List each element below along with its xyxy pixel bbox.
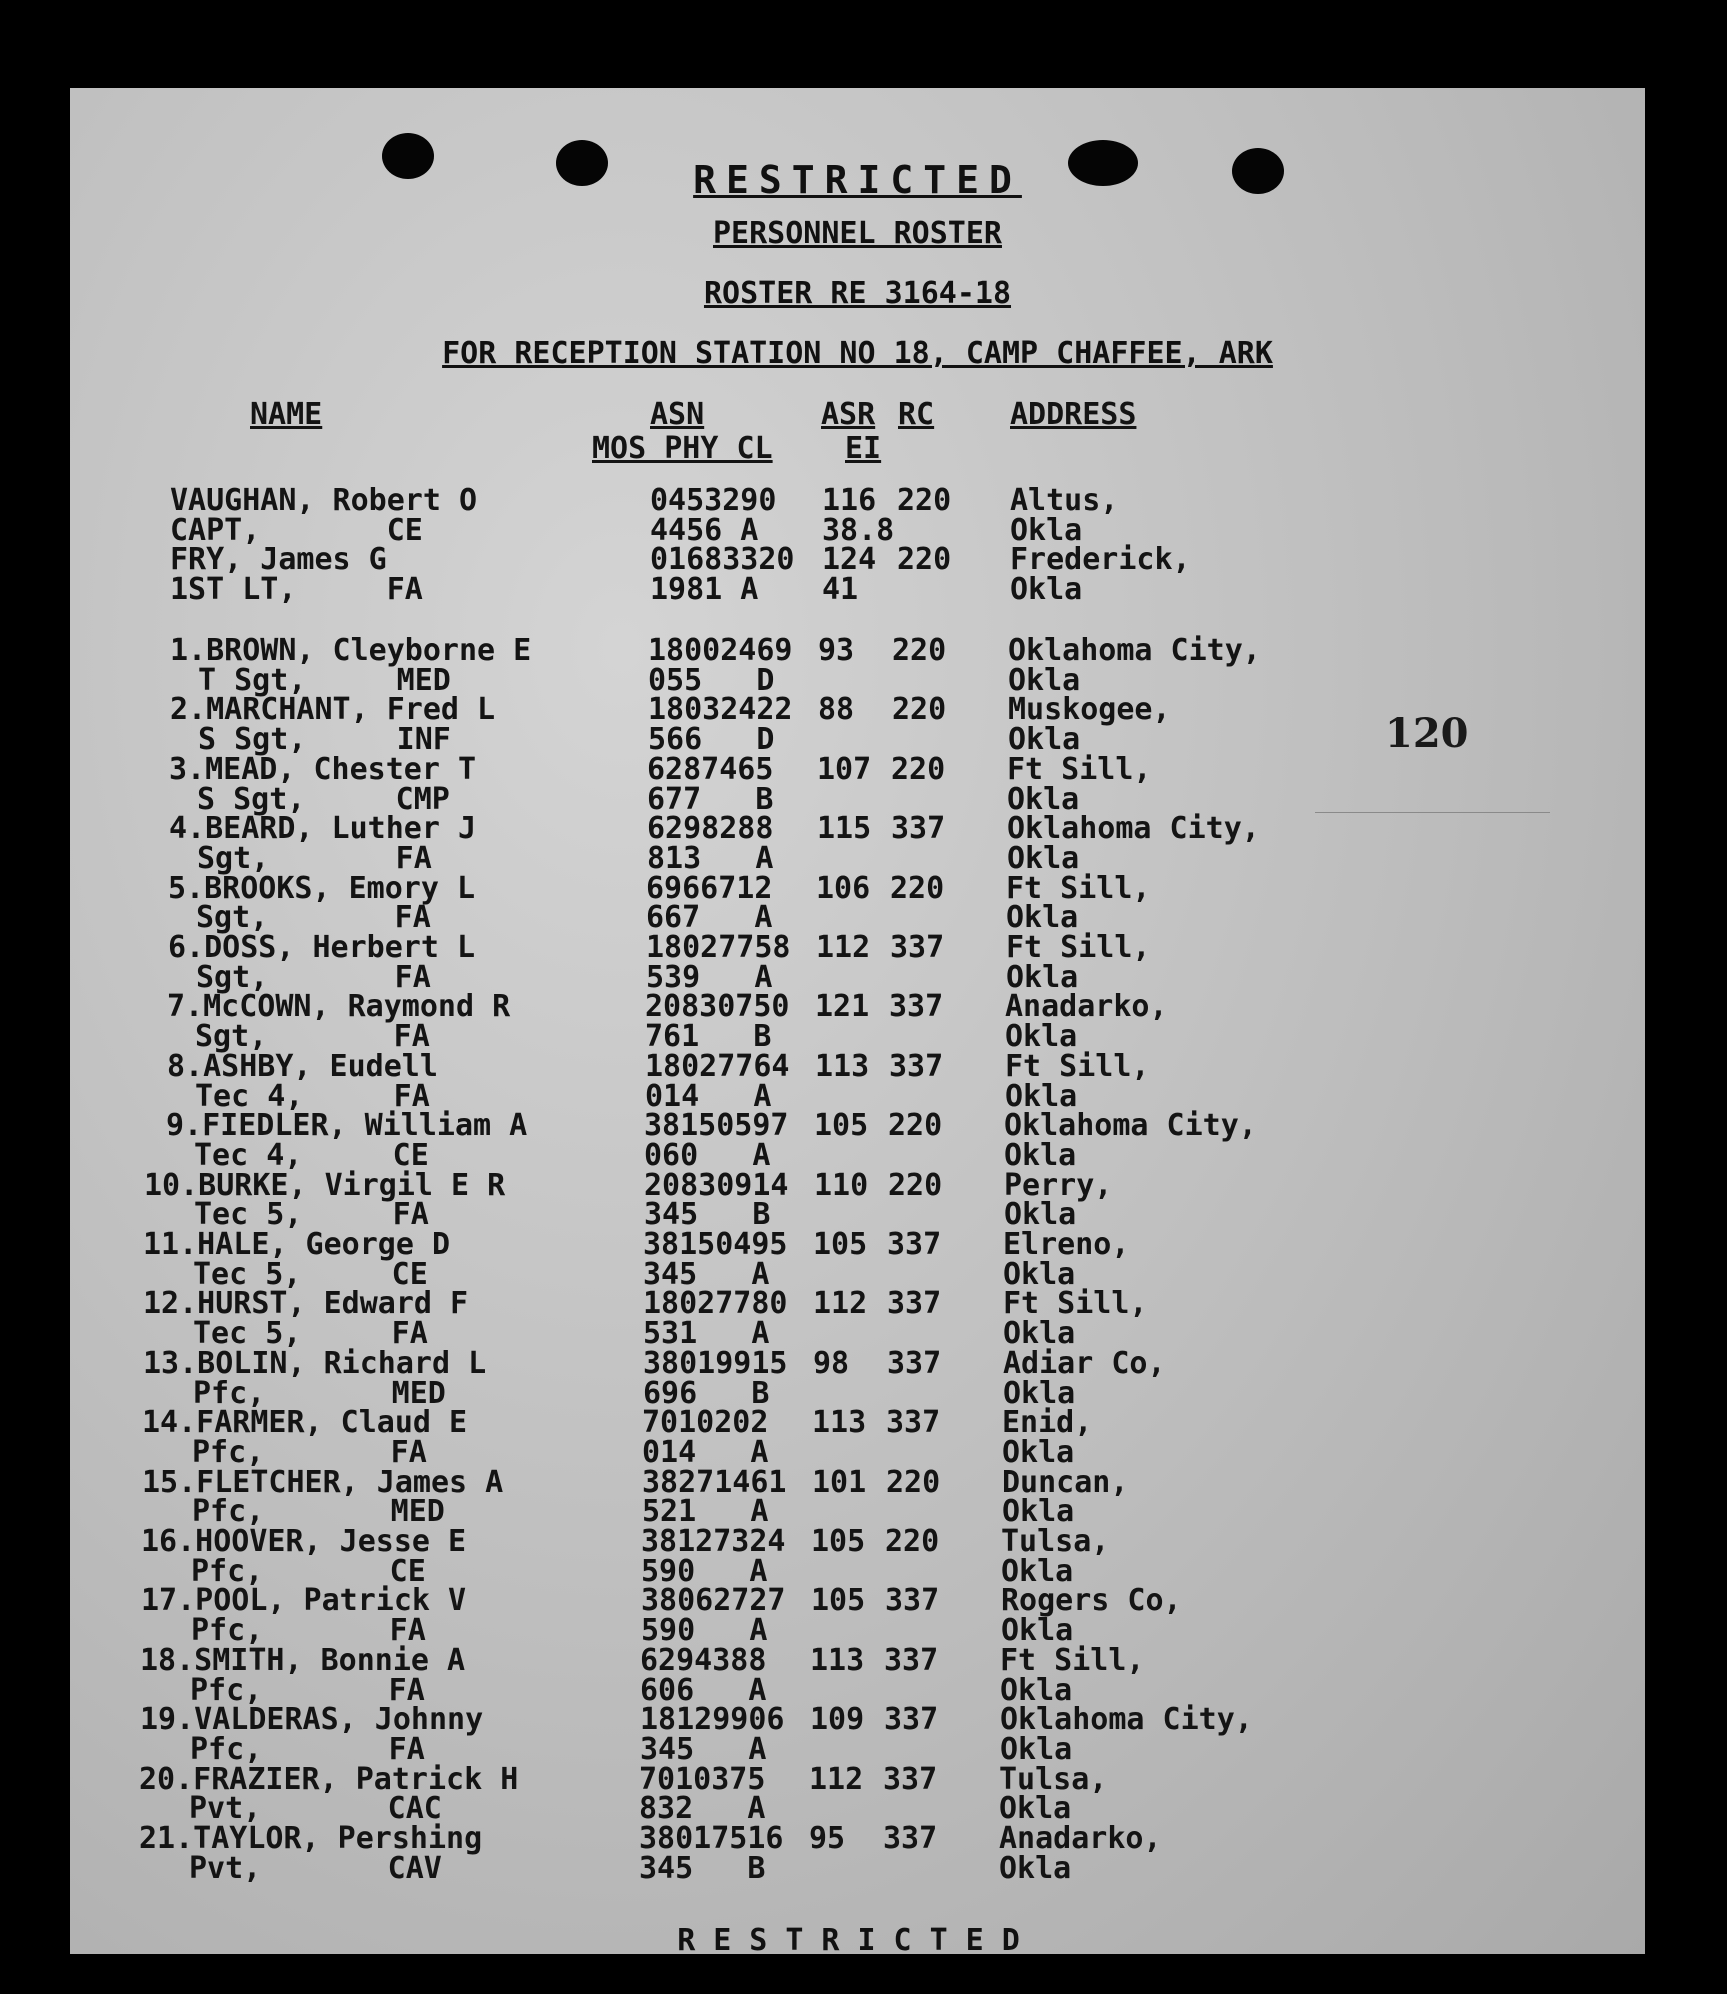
asr-value: 88 bbox=[818, 692, 855, 728]
roster-title: PERSONNEL ROSTER bbox=[713, 216, 1002, 251]
enlisted-name: 1.BROWN, Cleyborne E bbox=[170, 633, 532, 668]
rc-value: 220 bbox=[888, 1167, 943, 1203]
rc-value: 337 bbox=[883, 1761, 938, 1797]
address-city: Frederick, bbox=[1010, 542, 1191, 578]
asr-value: 112 bbox=[816, 930, 871, 965]
address-state: Okla bbox=[1005, 1078, 1078, 1114]
mos-phy-value: 761 B bbox=[645, 1019, 772, 1055]
enlisted-name: 20.FRAZIER, Patrick H bbox=[139, 1761, 519, 1797]
divider bbox=[1315, 812, 1550, 813]
column-address: ADDRESS bbox=[1010, 397, 1137, 432]
rc-value: 337 bbox=[884, 1702, 939, 1738]
enlisted-name: 11.HALE, George D bbox=[143, 1227, 451, 1262]
address-state: Okla bbox=[999, 1850, 1072, 1886]
mos-phy-value: 813 A bbox=[647, 840, 774, 876]
mos-phy-value: 345 B bbox=[644, 1197, 771, 1233]
address-city: Ft Sill, bbox=[1005, 1048, 1150, 1084]
asn-value: 20830914 bbox=[644, 1167, 789, 1203]
address-state: Okla bbox=[1008, 662, 1081, 698]
address-state: Okla bbox=[1007, 840, 1080, 876]
address-city: Elreno, bbox=[1003, 1227, 1130, 1262]
rc-value: 337 bbox=[891, 811, 946, 847]
address-city: Ft Sill, bbox=[1006, 930, 1151, 965]
mos-phy-value: 1981 A bbox=[650, 572, 759, 608]
asn-value: 18129906 bbox=[640, 1702, 785, 1738]
address-state: Okla bbox=[1004, 1137, 1077, 1173]
enlisted-rank-branch: Sgt, FA bbox=[196, 959, 431, 995]
rc-value: 337 bbox=[890, 930, 945, 965]
column-ei: EI bbox=[845, 431, 882, 466]
address-city: Enid, bbox=[1002, 1405, 1093, 1441]
asn-value: 38019915 bbox=[643, 1345, 788, 1381]
asr-value: 98 bbox=[813, 1345, 850, 1381]
address-state: Okla bbox=[1004, 1197, 1077, 1233]
asr-value: 113 bbox=[810, 1642, 865, 1678]
enlisted-rank-branch: Tec 4, FA bbox=[195, 1078, 430, 1114]
address-state: Okla bbox=[1002, 1434, 1075, 1470]
asr-value: 106 bbox=[816, 870, 871, 906]
enlisted-name: 17.POOL, Patrick V bbox=[141, 1583, 467, 1619]
address-state: Okla bbox=[1007, 781, 1080, 817]
enlisted-rank-branch: Sgt, FA bbox=[197, 840, 432, 876]
station-heading: FOR RECEPTION STATION NO 18, CAMP CHAFFEE, ARK bbox=[442, 336, 1273, 371]
enlisted-name: 16.HOOVER, Jesse E bbox=[141, 1524, 467, 1559]
address-state: Okla bbox=[1001, 1613, 1074, 1649]
address-state: Okla bbox=[1003, 1316, 1076, 1352]
address-city: Oklahoma City, bbox=[1000, 1702, 1253, 1738]
rc-value: 220 bbox=[891, 751, 946, 787]
enlisted-rank-branch: Pfc, MED bbox=[192, 1494, 445, 1530]
enlisted-rank-branch: S Sgt, INF bbox=[198, 722, 451, 758]
enlisted-rank-branch: Pfc, MED bbox=[193, 1375, 446, 1411]
enlisted-name: 4.BEARD, Luther J bbox=[169, 811, 477, 847]
address-city: Ft Sill, bbox=[1000, 1642, 1145, 1678]
rc-value: 220 bbox=[886, 1464, 941, 1500]
enlisted-name: 7.McCOWN, Raymond R bbox=[167, 989, 511, 1025]
asn-value: 18002469 bbox=[648, 633, 793, 668]
enlisted-rank-branch: Pfc, FA bbox=[190, 1672, 425, 1708]
address-city: Oklahoma City, bbox=[1008, 633, 1261, 668]
mos-phy-value: 677 B bbox=[647, 781, 774, 817]
rc-value: 337 bbox=[887, 1345, 942, 1381]
enlisted-rank-branch: S Sgt, CMP bbox=[197, 781, 450, 817]
asn-value: 01683320 bbox=[650, 542, 795, 578]
asr-value: 113 bbox=[812, 1405, 867, 1441]
rc-value: 337 bbox=[886, 1405, 941, 1441]
enlisted-rank-branch: Pfc, CE bbox=[191, 1553, 426, 1589]
asn-value: 38150495 bbox=[643, 1227, 788, 1262]
mos-phy-value: 832 A bbox=[639, 1791, 766, 1827]
address-city: Rogers Co, bbox=[1001, 1583, 1182, 1619]
mos-phy-value: 345 B bbox=[639, 1850, 766, 1886]
rc-value: 220 bbox=[892, 633, 947, 668]
asn-value: 18032422 bbox=[648, 692, 793, 728]
column-mos-phy-cl: MOS PHY CL bbox=[592, 431, 773, 466]
address-state: Okla bbox=[1008, 722, 1081, 758]
enlisted-name: 10.BURKE, Virgil E R bbox=[144, 1167, 506, 1203]
address-city: Perry, bbox=[1004, 1167, 1113, 1203]
address-city: Ft Sill, bbox=[1006, 870, 1151, 906]
asr-value: 115 bbox=[817, 811, 872, 847]
rc-value: 220 bbox=[897, 542, 952, 578]
enlisted-name: 18.SMITH, Bonnie A bbox=[140, 1642, 466, 1678]
address-city: Oklahoma City, bbox=[1007, 811, 1260, 847]
asr-value: 121 bbox=[815, 989, 870, 1025]
enlisted-rank-branch: T Sgt, MED bbox=[198, 662, 451, 698]
enlisted-name: 12.HURST, Edward F bbox=[143, 1286, 469, 1322]
enlisted-name: 3.MEAD, Chester T bbox=[169, 751, 477, 787]
asr-value: 107 bbox=[817, 751, 872, 787]
restricted-heading: RESTRICTED bbox=[693, 158, 1022, 202]
asn-value: 38271461 bbox=[642, 1464, 787, 1500]
enlisted-rank-branch: Pfc, FA bbox=[190, 1731, 425, 1767]
enlisted-rank-branch: Pvt, CAV bbox=[189, 1850, 442, 1886]
enlisted-name: 8.ASHBY, Eudell bbox=[167, 1048, 438, 1084]
asr-value: 124 bbox=[822, 542, 877, 578]
restricted-footer: RESTRICTED bbox=[677, 1923, 1038, 1954]
address-state: Okla bbox=[1001, 1553, 1074, 1589]
mos-phy-value: 014 A bbox=[642, 1434, 769, 1470]
address-state: Okla bbox=[1003, 1256, 1076, 1292]
officer-rank-branch: CAPT, CE bbox=[170, 512, 423, 548]
rc-value: 220 bbox=[892, 692, 947, 728]
mos-phy-value: 696 B bbox=[643, 1375, 770, 1411]
enlisted-name: 9.FIEDLER, William A bbox=[166, 1108, 528, 1144]
address-city: Muskogee, bbox=[1008, 692, 1171, 728]
enlisted-rank-branch: Tec 5, FA bbox=[194, 1197, 429, 1233]
asn-value: 38062727 bbox=[641, 1583, 786, 1619]
address-city: Tulsa, bbox=[999, 1761, 1108, 1797]
asr-value: 95 bbox=[809, 1821, 846, 1856]
enlisted-name: 14.FARMER, Claud E bbox=[142, 1405, 468, 1441]
address-state: Okla bbox=[1010, 572, 1083, 608]
asr-value: 109 bbox=[810, 1702, 865, 1738]
address-city: Altus, bbox=[1010, 483, 1119, 518]
enlisted-rank-branch: Tec 5, FA bbox=[193, 1316, 428, 1352]
column-name: NAME bbox=[250, 397, 323, 432]
mos-phy-value: 345 A bbox=[643, 1256, 770, 1292]
address-state: Okla bbox=[1005, 1019, 1078, 1055]
officer-name: VAUGHAN, Robert O bbox=[170, 483, 478, 518]
asr-value: 113 bbox=[815, 1048, 870, 1084]
page-number: 120 bbox=[1385, 710, 1469, 757]
asn-value: 6298288 bbox=[647, 811, 774, 847]
address-city: Tulsa, bbox=[1001, 1524, 1110, 1559]
asn-value: 38017516 bbox=[639, 1821, 784, 1856]
mos-phy-value: 590 A bbox=[641, 1613, 768, 1649]
mos-phy-value: 014 A bbox=[645, 1078, 772, 1114]
asn-value: 38150597 bbox=[644, 1108, 789, 1144]
asn-value: 6287465 bbox=[647, 751, 774, 787]
mos-phy-value: 590 A bbox=[641, 1553, 768, 1589]
asn-value: 38127324 bbox=[641, 1524, 786, 1559]
enlisted-rank-branch: Tec 5, CE bbox=[193, 1256, 428, 1292]
asn-value: 18027758 bbox=[646, 930, 791, 965]
roster-number: ROSTER RE 3164-18 bbox=[703, 276, 1012, 311]
asn-value: 7010375 bbox=[639, 1761, 766, 1797]
address-state: Okla bbox=[1010, 512, 1083, 548]
rc-value: 337 bbox=[884, 1642, 939, 1678]
column-asn: ASN bbox=[650, 397, 705, 432]
address-state: Okla bbox=[999, 1791, 1072, 1827]
asr-value: 105 bbox=[814, 1108, 869, 1144]
rc-value: 220 bbox=[890, 870, 945, 906]
address-state: Okla bbox=[1006, 900, 1079, 936]
rc-value: 220 bbox=[888, 1108, 943, 1144]
officer-rank-branch: 1ST LT, FA bbox=[170, 572, 423, 608]
enlisted-name: 6.DOSS, Herbert L bbox=[168, 930, 476, 965]
asr-value: 105 bbox=[813, 1227, 868, 1262]
address-city: Anadarko, bbox=[1005, 989, 1168, 1025]
ei-value: 41 bbox=[822, 572, 859, 608]
address-state: Okla bbox=[1000, 1672, 1073, 1708]
address-city: Ft Sill, bbox=[1003, 1286, 1148, 1322]
asn-value: 6294388 bbox=[640, 1642, 767, 1678]
rc-value: 337 bbox=[889, 989, 944, 1025]
address-state: Okla bbox=[1002, 1494, 1075, 1530]
asn-value: 7010202 bbox=[642, 1405, 769, 1441]
mos-phy-value: 060 A bbox=[644, 1137, 771, 1173]
asr-value: 112 bbox=[813, 1286, 868, 1322]
mos-phy-value: 606 A bbox=[640, 1672, 767, 1708]
enlisted-rank-branch: Sgt, FA bbox=[196, 900, 431, 936]
asr-value: 105 bbox=[811, 1524, 866, 1559]
address-city: Oklahoma City, bbox=[1004, 1108, 1257, 1144]
asr-value: 110 bbox=[814, 1167, 869, 1203]
enlisted-name: 15.FLETCHER, James A bbox=[142, 1464, 504, 1500]
rc-value: 337 bbox=[887, 1227, 942, 1262]
enlisted-rank-branch: Tec 4, CE bbox=[194, 1137, 429, 1173]
asr-value: 93 bbox=[818, 633, 855, 668]
mos-phy-value: 521 A bbox=[642, 1494, 769, 1530]
address-city: Duncan, bbox=[1002, 1464, 1129, 1500]
address-state: Okla bbox=[1000, 1731, 1073, 1767]
mos-phy-value: 539 A bbox=[646, 959, 773, 995]
asn-value: 18027780 bbox=[643, 1286, 788, 1322]
enlisted-name: 21.TAYLOR, Pershing bbox=[139, 1821, 483, 1856]
asr-value: 105 bbox=[811, 1583, 866, 1619]
asr-value: 101 bbox=[812, 1464, 867, 1500]
address-state: Okla bbox=[1003, 1375, 1076, 1411]
address-city: Anadarko, bbox=[999, 1821, 1162, 1856]
mos-phy-value: 4456 A bbox=[650, 512, 759, 548]
officer-name: FRY, James G bbox=[170, 542, 387, 578]
mos-phy-value: 531 A bbox=[643, 1316, 770, 1352]
rc-value: 220 bbox=[897, 483, 952, 518]
mos-phy-value: 055 D bbox=[648, 662, 775, 698]
asn-value: 18027764 bbox=[645, 1048, 790, 1084]
column-rc: RC bbox=[898, 397, 935, 432]
rc-value: 337 bbox=[885, 1583, 940, 1619]
column-asr: ASR bbox=[821, 397, 876, 432]
enlisted-name: 13.BOLIN, Richard L bbox=[143, 1345, 487, 1381]
rc-value: 337 bbox=[889, 1048, 944, 1084]
mos-phy-value: 345 A bbox=[640, 1731, 767, 1767]
mos-phy-value: 566 D bbox=[648, 722, 775, 758]
roster-page bbox=[70, 88, 1645, 1954]
asn-value: 20830750 bbox=[645, 989, 790, 1025]
asr-value: 112 bbox=[809, 1761, 864, 1797]
asn-value: 0453290 bbox=[650, 483, 777, 518]
address-city: Adiar Co, bbox=[1003, 1345, 1166, 1381]
ei-value: 38.8 bbox=[822, 512, 895, 548]
rc-value: 220 bbox=[885, 1524, 940, 1559]
rc-value: 337 bbox=[883, 1821, 938, 1856]
enlisted-name: 19.VALDERAS, Johnny bbox=[140, 1702, 484, 1738]
address-state: Okla bbox=[1006, 959, 1079, 995]
enlisted-rank-branch: Pfc, FA bbox=[191, 1613, 426, 1649]
enlisted-rank-branch: Sgt, FA bbox=[195, 1019, 430, 1055]
rc-value: 337 bbox=[887, 1286, 942, 1322]
address-city: Ft Sill, bbox=[1007, 751, 1152, 787]
asn-value: 6966712 bbox=[646, 870, 773, 906]
asr-value: 116 bbox=[822, 483, 877, 518]
enlisted-name: 5.BROOKS, Emory L bbox=[168, 870, 476, 906]
enlisted-rank-branch: Pvt, CAC bbox=[189, 1791, 442, 1827]
enlisted-name: 2.MARCHANT, Fred L bbox=[170, 692, 496, 728]
mos-phy-value: 667 A bbox=[646, 900, 773, 936]
enlisted-rank-branch: Pfc, FA bbox=[192, 1434, 427, 1470]
